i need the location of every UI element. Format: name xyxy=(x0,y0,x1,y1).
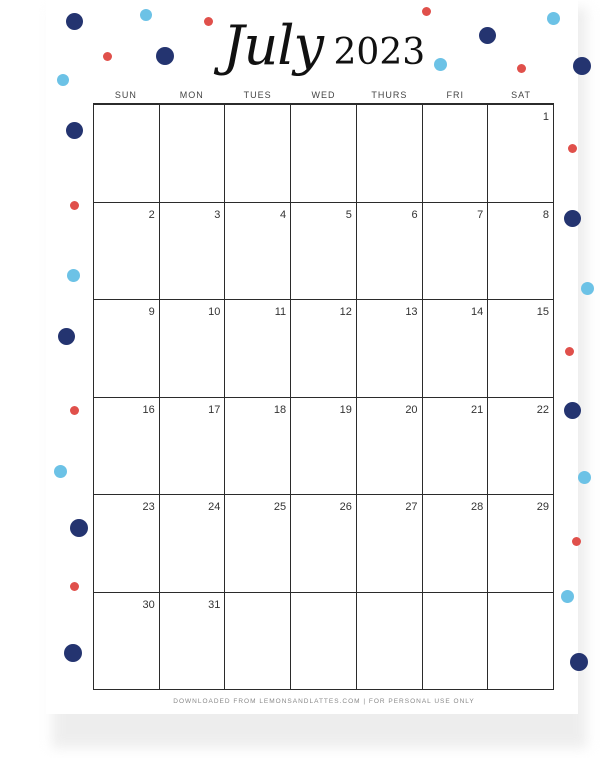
day-cell xyxy=(291,593,357,691)
day-cell xyxy=(357,593,423,691)
day-number: 5 xyxy=(345,208,352,221)
confetti-dot xyxy=(57,74,69,86)
confetti-dot xyxy=(564,402,581,419)
day-number: 11 xyxy=(274,306,287,318)
confetti-dot xyxy=(581,282,594,295)
day-number: 7 xyxy=(477,208,484,221)
confetti-dot xyxy=(565,347,574,356)
day-number: 9 xyxy=(148,306,155,318)
day-cell xyxy=(423,593,489,691)
day-number: 4 xyxy=(280,208,287,221)
day-cell xyxy=(94,593,160,691)
weekday-label: SAT xyxy=(511,90,531,100)
day-cell xyxy=(94,203,160,301)
day-cell xyxy=(488,398,554,496)
calendar-grid xyxy=(93,88,554,690)
day-cell xyxy=(291,203,357,301)
confetti-dot xyxy=(573,57,591,75)
day-cell xyxy=(160,495,226,593)
confetti-dot xyxy=(67,269,80,282)
day-cell xyxy=(160,300,226,398)
day-number: 16 xyxy=(142,403,155,416)
confetti-dot xyxy=(64,644,82,662)
weekday-label: SUN xyxy=(114,90,137,100)
confetti-dot xyxy=(70,519,88,537)
weekday-header xyxy=(93,88,554,104)
day-cell xyxy=(357,105,423,203)
day-number: 20 xyxy=(405,403,418,416)
day-cell xyxy=(225,105,291,203)
day-number: 6 xyxy=(411,208,418,221)
day-number: 1 xyxy=(542,111,549,123)
day-cell xyxy=(488,593,554,691)
day-cell xyxy=(94,398,160,496)
title-month: July xyxy=(222,14,324,77)
weekday-label: WED xyxy=(311,90,336,100)
day-number: 27 xyxy=(405,501,418,513)
day-number: 8 xyxy=(542,208,549,221)
day-cell xyxy=(94,300,160,398)
confetti-dot xyxy=(564,210,581,227)
confetti-dot xyxy=(561,590,574,603)
day-cell xyxy=(357,203,423,301)
day-cell xyxy=(225,203,291,301)
day-cell xyxy=(225,495,291,593)
day-cell xyxy=(94,105,160,203)
confetti-dot xyxy=(70,201,79,210)
day-number: 2 xyxy=(148,208,155,221)
day-cell xyxy=(291,398,357,496)
day-number: 21 xyxy=(471,403,484,416)
day-cell xyxy=(291,300,357,398)
day-cell xyxy=(423,398,489,496)
day-number: 28 xyxy=(471,501,484,513)
day-cell xyxy=(357,495,423,593)
confetti-dot xyxy=(568,144,577,153)
day-cell xyxy=(423,105,489,203)
weekday-label: FRI xyxy=(446,90,464,100)
day-number: 12 xyxy=(339,306,352,318)
day-cell xyxy=(225,398,291,496)
day-number: 22 xyxy=(536,403,549,416)
day-grid xyxy=(93,104,554,690)
day-cell xyxy=(423,203,489,301)
day-cell xyxy=(357,300,423,398)
day-number: 18 xyxy=(273,403,287,416)
day-number: 23 xyxy=(142,501,155,513)
day-cell xyxy=(423,495,489,593)
day-number: 15 xyxy=(536,306,549,318)
calendar-title xyxy=(94,2,554,86)
day-number: 25 xyxy=(273,501,287,513)
confetti-dot xyxy=(570,653,588,671)
day-cell xyxy=(160,203,226,301)
confetti-dot xyxy=(66,122,83,139)
day-number: 30 xyxy=(142,598,155,611)
confetti-dot xyxy=(70,582,79,591)
title-year: 2023 xyxy=(333,32,426,73)
confetti-dot xyxy=(66,13,83,30)
day-number: 31 xyxy=(208,598,221,611)
day-cell xyxy=(357,398,423,496)
confetti-dot xyxy=(578,471,591,484)
day-number: 19 xyxy=(339,403,352,416)
day-cell xyxy=(225,593,291,691)
day-cell xyxy=(488,495,554,593)
day-cell xyxy=(160,105,226,203)
footer-credit: DOWNLOADED FROM LEMONSANDLATTES.COM | FOR PERSONAL USE ONLY xyxy=(173,698,475,705)
weekday-label: TUES xyxy=(243,90,272,100)
day-cell xyxy=(291,495,357,593)
day-cell xyxy=(94,495,160,593)
day-cell xyxy=(488,203,554,301)
day-number: 13 xyxy=(405,306,418,318)
confetti-dot xyxy=(54,465,67,478)
confetti-dot xyxy=(572,537,581,546)
day-number: 14 xyxy=(471,306,484,318)
day-cell xyxy=(488,105,554,203)
day-cell xyxy=(225,300,291,398)
day-cell xyxy=(160,398,226,496)
day-cell xyxy=(291,105,357,203)
day-cell xyxy=(488,300,554,398)
day-number: 17 xyxy=(208,403,221,416)
day-number: 3 xyxy=(214,208,221,221)
confetti-dot xyxy=(58,328,75,345)
day-number: 26 xyxy=(339,501,352,513)
confetti-dot xyxy=(70,406,79,415)
weekday-label: THURS xyxy=(371,90,408,100)
weekday-label: MON xyxy=(179,90,204,100)
day-cell xyxy=(423,300,489,398)
day-number: 29 xyxy=(536,501,549,513)
day-number: 24 xyxy=(208,501,221,513)
day-number: 10 xyxy=(208,306,221,318)
day-cell xyxy=(160,593,226,691)
